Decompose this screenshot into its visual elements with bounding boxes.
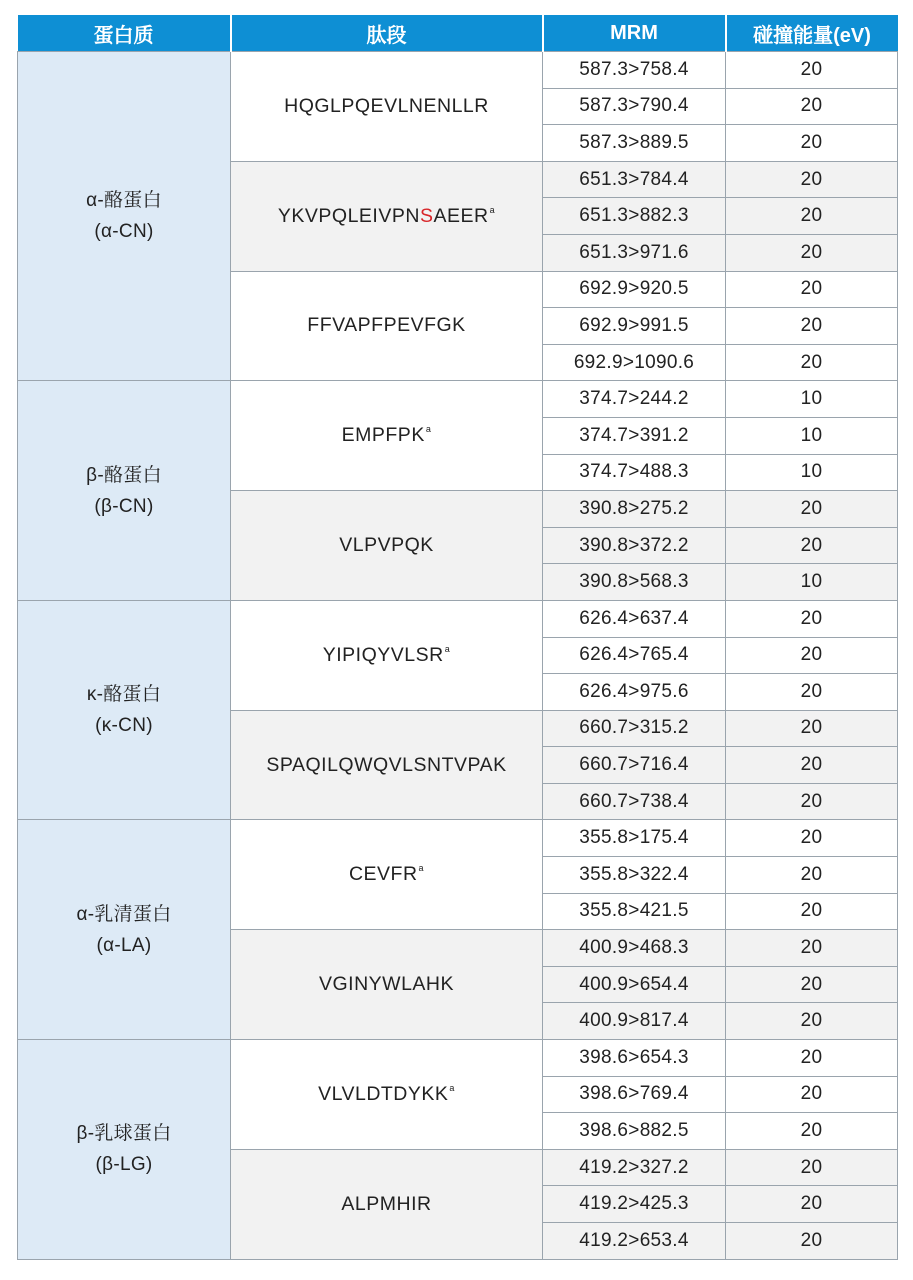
footnote-marker: a [418, 863, 425, 874]
mrm-transition-cell: 419.2>653.4 [543, 1223, 726, 1260]
peptide-highlight-residue: S [419, 204, 434, 227]
protein-name: β-酪蛋白 [86, 464, 162, 486]
peptide-cell [231, 930, 543, 1040]
mrm-transition-cell: 374.7>244.2 [543, 381, 726, 418]
collision-energy-cell: 20 [726, 1186, 898, 1223]
collision-energy-cell: 20 [726, 747, 898, 784]
collision-energy-cell: 20 [726, 1149, 898, 1186]
mrm-transition-cell: 651.3>882.3 [543, 198, 726, 235]
collision-energy-cell: 20 [726, 1076, 898, 1113]
peptide-sequence: VLPVPQK [339, 534, 434, 557]
peptide-sequence: YKVPQLEIVPN [277, 204, 420, 227]
peptide-sequence: SPAQILQWQVLSNTVPAK [266, 753, 507, 776]
mrm-transition-cell: 374.7>488.3 [543, 454, 726, 491]
collision-energy-cell: 20 [726, 930, 898, 967]
mrm-transition-cell: 400.9>654.4 [543, 966, 726, 1003]
peptide-cell [231, 491, 543, 601]
protein-abbr: (β-CN) [94, 495, 154, 517]
protein-abbr: (α-LA) [96, 934, 152, 956]
protein-cell [18, 381, 231, 601]
table-row [18, 820, 898, 857]
collision-energy-cell: 20 [726, 491, 898, 528]
collision-energy-cell: 20 [726, 893, 898, 930]
peptide-sequence: FFVAPFPEVFGK [307, 314, 466, 337]
table-body [18, 52, 898, 1260]
mrm-transition-cell: 419.2>425.3 [543, 1186, 726, 1223]
mrm-transition-cell: 390.8>275.2 [543, 491, 726, 528]
header-peptide: 肽段 [231, 15, 543, 52]
header-collision-energy: 碰撞能量(eV) [726, 15, 898, 52]
table-row [18, 600, 898, 637]
mrm-transition-cell: 692.9>1090.6 [543, 344, 726, 381]
peptide-sequence: AEER [433, 204, 489, 227]
table-row [18, 381, 898, 418]
collision-energy-cell: 20 [726, 857, 898, 894]
protein-cell [18, 820, 231, 1040]
mrm-transition-cell: 398.6>654.3 [543, 1040, 726, 1077]
collision-energy-cell: 10 [726, 417, 898, 454]
mrm-transition-cell: 587.3>758.4 [543, 52, 726, 89]
header-protein: 蛋白质 [18, 15, 231, 52]
mrm-transition-cell: 419.2>327.2 [543, 1149, 726, 1186]
mrm-transition-cell: 400.9>817.4 [543, 1003, 726, 1040]
collision-energy-cell: 20 [726, 637, 898, 674]
header-mrm: MRM [543, 15, 726, 52]
peptide-cell [231, 1040, 543, 1150]
collision-energy-cell: 10 [726, 381, 898, 418]
protein-name: β-乳球蛋白 [76, 1123, 172, 1145]
collision-energy-cell: 20 [726, 1223, 898, 1260]
peptide-sequence: CEVFR [348, 863, 418, 886]
collision-energy-cell: 20 [726, 344, 898, 381]
collision-energy-cell: 10 [726, 564, 898, 601]
collision-energy-cell: 20 [726, 308, 898, 345]
mrm-transition-cell: 355.8>175.4 [543, 820, 726, 857]
peptide-cell [231, 271, 543, 381]
collision-energy-cell: 20 [726, 710, 898, 747]
mrm-transition-cell: 692.9>991.5 [543, 308, 726, 345]
collision-energy-cell: 20 [726, 88, 898, 125]
mrm-transition-cell: 626.4>975.6 [543, 674, 726, 711]
peptide-sequence: YIPIQYVLSR [322, 643, 444, 666]
mrm-transition-cell: 398.6>769.4 [543, 1076, 726, 1113]
peptide-cell [231, 381, 543, 491]
collision-energy-cell: 10 [726, 454, 898, 491]
mrm-transition-cell: 660.7>315.2 [543, 710, 726, 747]
mrm-transition-cell: 651.3>971.6 [543, 234, 726, 271]
peptide-cell [231, 710, 543, 820]
footnote-marker: a [425, 424, 432, 435]
collision-energy-cell: 20 [726, 1113, 898, 1150]
protein-name: α-酪蛋白 [86, 190, 162, 212]
protein-cell [18, 52, 231, 381]
mrm-transition-cell: 374.7>391.2 [543, 417, 726, 454]
peptide-sequence: VGINYWLAHK [318, 973, 455, 996]
protein-abbr: (β-LG) [95, 1154, 153, 1176]
mrm-transition-cell: 400.9>468.3 [543, 930, 726, 967]
mrm-transition-cell: 587.3>889.5 [543, 125, 726, 162]
peptide-cell [231, 1149, 543, 1259]
footnote-marker: a [449, 1082, 455, 1093]
peptide-cell [231, 161, 543, 271]
collision-energy-cell: 20 [726, 271, 898, 308]
mrm-transition-cell: 626.4>637.4 [543, 600, 726, 637]
mrm-transition-cell: 587.3>790.4 [543, 88, 726, 125]
peptide-cell [231, 820, 543, 930]
collision-energy-cell: 20 [726, 161, 898, 198]
collision-energy-cell: 20 [726, 527, 898, 564]
collision-energy-cell: 20 [726, 966, 898, 1003]
protein-name: κ-酪蛋白 [86, 684, 162, 706]
peptide-cell [231, 52, 543, 162]
collision-energy-cell: 20 [726, 125, 898, 162]
table-header [18, 15, 898, 52]
protein-abbr: (κ-CN) [95, 715, 153, 737]
mrm-transition-cell: 660.7>738.4 [543, 783, 726, 820]
mrm-table-container [17, 15, 897, 1260]
peptide-cell [231, 600, 543, 710]
footnote-marker: a [444, 643, 451, 654]
collision-energy-cell: 20 [726, 783, 898, 820]
collision-energy-cell: 20 [726, 600, 898, 637]
collision-energy-cell: 20 [726, 1040, 898, 1077]
mrm-transition-cell: 660.7>716.4 [543, 747, 726, 784]
mrm-transition-cell: 398.6>882.5 [543, 1113, 726, 1150]
protein-cell [18, 1040, 231, 1260]
collision-energy-cell: 20 [726, 1003, 898, 1040]
collision-energy-cell: 20 [726, 234, 898, 271]
peptide-sequence: EMPFPK [341, 424, 425, 447]
mrm-parameters-table [17, 15, 898, 1260]
protein-name: α-乳清蛋白 [76, 903, 172, 925]
mrm-transition-cell: 651.3>784.4 [543, 161, 726, 198]
collision-energy-cell: 20 [726, 820, 898, 857]
table-row [18, 52, 898, 89]
protein-cell [18, 600, 231, 820]
peptide-sequence: ALPMHIR [341, 1192, 432, 1215]
collision-energy-cell: 20 [726, 52, 898, 89]
collision-energy-cell: 20 [726, 674, 898, 711]
mrm-transition-cell: 692.9>920.5 [543, 271, 726, 308]
collision-energy-cell: 20 [726, 198, 898, 235]
mrm-transition-cell: 355.8>322.4 [543, 857, 726, 894]
peptide-sequence: VLVLDTDYKK [318, 1082, 449, 1105]
protein-abbr: (α-CN) [94, 221, 154, 243]
mrm-transition-cell: 355.8>421.5 [543, 893, 726, 930]
peptide-sequence: HQGLPQEVLNENLLR [284, 94, 489, 117]
table-row [18, 1040, 898, 1077]
footnote-marker: a [489, 204, 496, 215]
mrm-transition-cell: 390.8>568.3 [543, 564, 726, 601]
mrm-transition-cell: 626.4>765.4 [543, 637, 726, 674]
mrm-transition-cell: 390.8>372.2 [543, 527, 726, 564]
